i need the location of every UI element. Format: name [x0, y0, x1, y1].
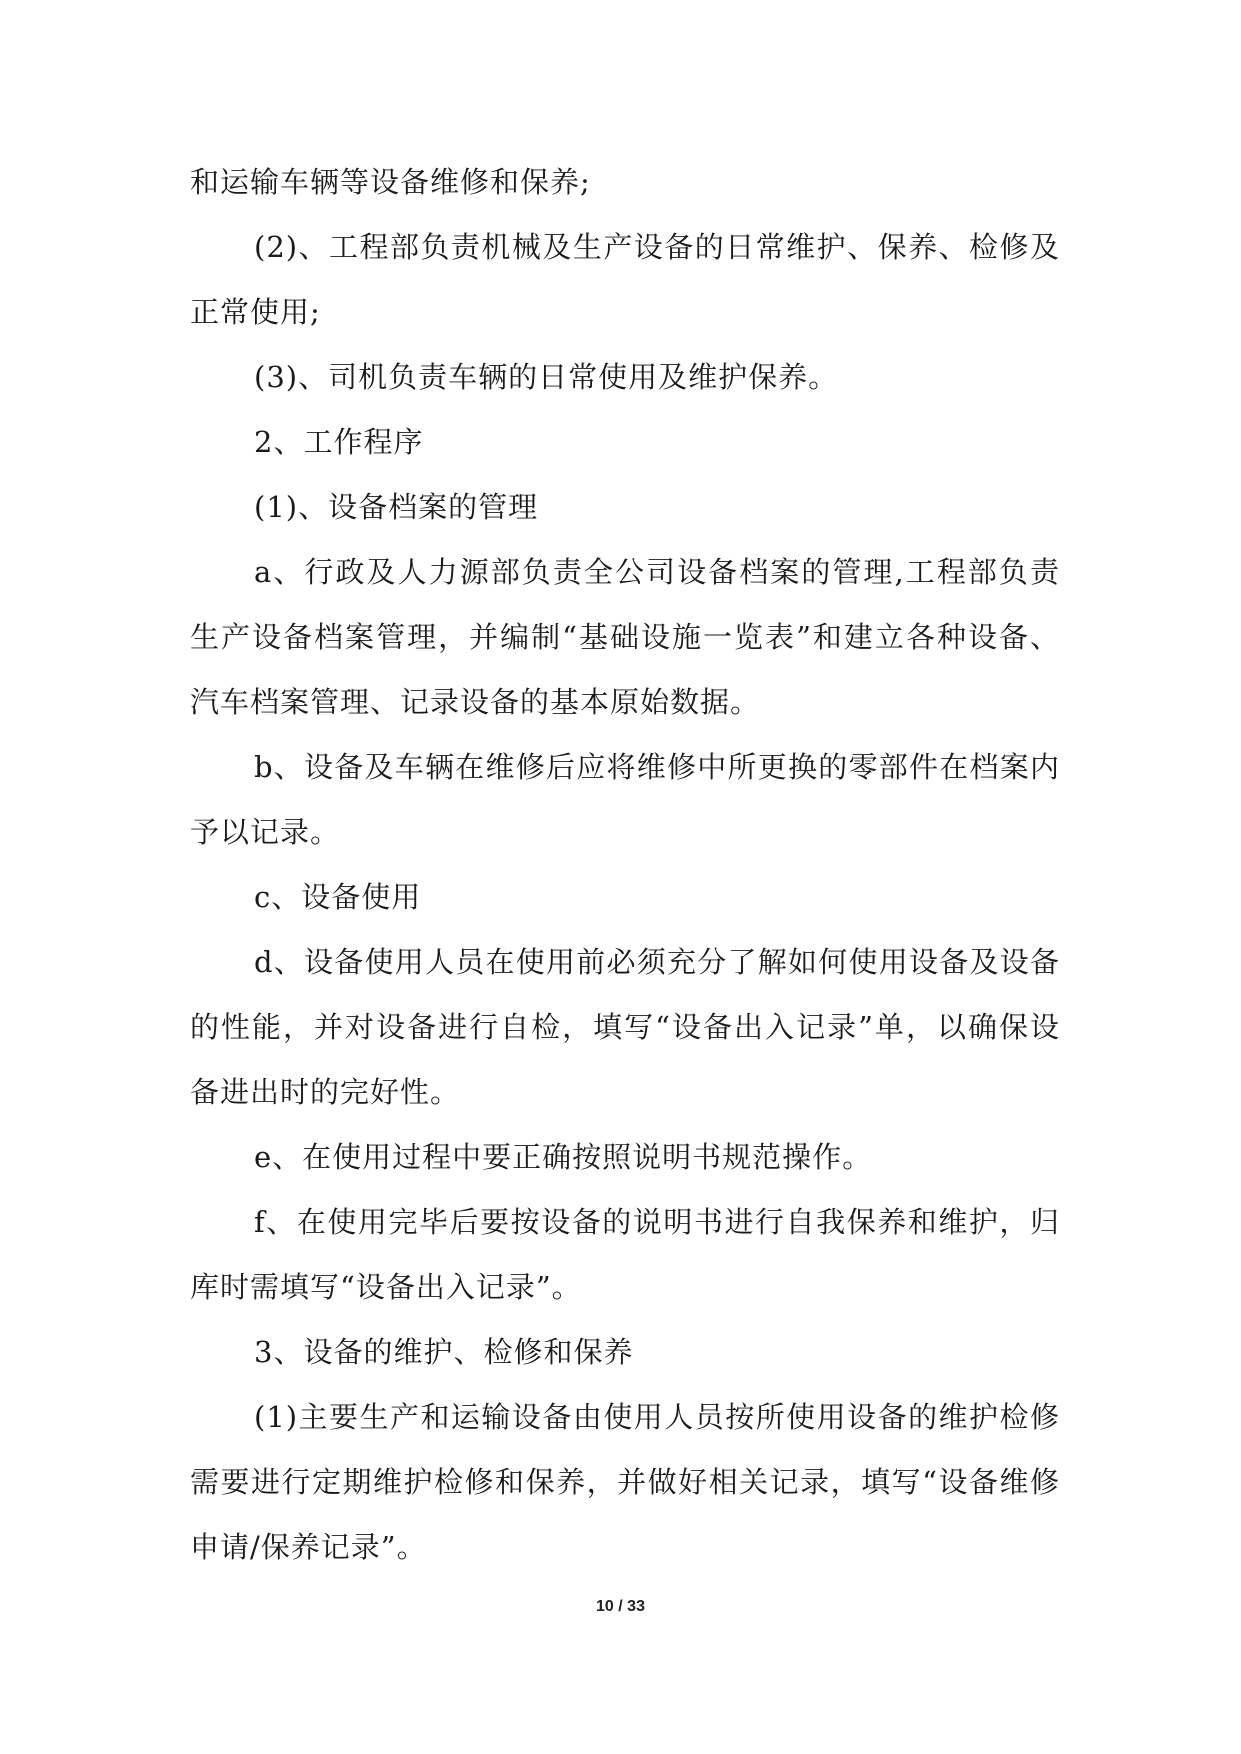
paragraph-continuation: 和运输车辆等设备维修和保养; — [190, 165, 591, 199]
section-heading-maintenance: 3、设备的维护、检修和保养 — [254, 1335, 634, 1369]
page-number: 10 / 33 — [596, 1598, 645, 1615]
paragraph-item-a: a、行政及人力源部负责全公司设备档案的管理,工程部负责生产设备档案管理，并编制“基础设施一览表”和建立各种设备、汽车档案管理、记录设备的基本原始数据。 — [190, 555, 1060, 719]
paragraph-item-2: (2)、工程部负责机械及生产设备的日常维护、保养、检修及正常使用; — [190, 230, 1060, 329]
paragraph-item-e: e、在使用过程中要正确按照说明书规范操作。 — [254, 1140, 873, 1174]
paragraph-item-c: c、设备使用 — [254, 880, 422, 914]
subsection-heading-equipment-archives: (1)、设备档案的管理 — [254, 490, 539, 524]
document-body — [190, 150, 1060, 1580]
paragraph-maintenance-1: (1)主要生产和运输设备由使用人员按所使用设备的维护检修需要进行定期维护检修和保养，并做好相关记录，填写“设备维修申请/保养记录”。 — [190, 1400, 1060, 1564]
paragraph-item-f: f、在使用完毕后要按设备的说明书进行自我保养和维护，归库时需填写“设备出入记录”。 — [190, 1205, 1060, 1304]
paragraph-item-3: (3)、司机负责车辆的日常使用及维护保养。 — [254, 360, 839, 394]
paragraph-item-b: b、设备及车辆在维修后应将维修中所更换的零部件在档案内予以记录。 — [190, 750, 1060, 849]
paragraph-item-d: d、设备使用人员在使用前必须充分了解如何使用设备及设备的性能，并对设备进行自检，填写“设备出入记录”单，以确保设备进出时的完好性。 — [190, 945, 1060, 1109]
section-heading-work-procedure: 2、工作程序 — [254, 425, 424, 459]
